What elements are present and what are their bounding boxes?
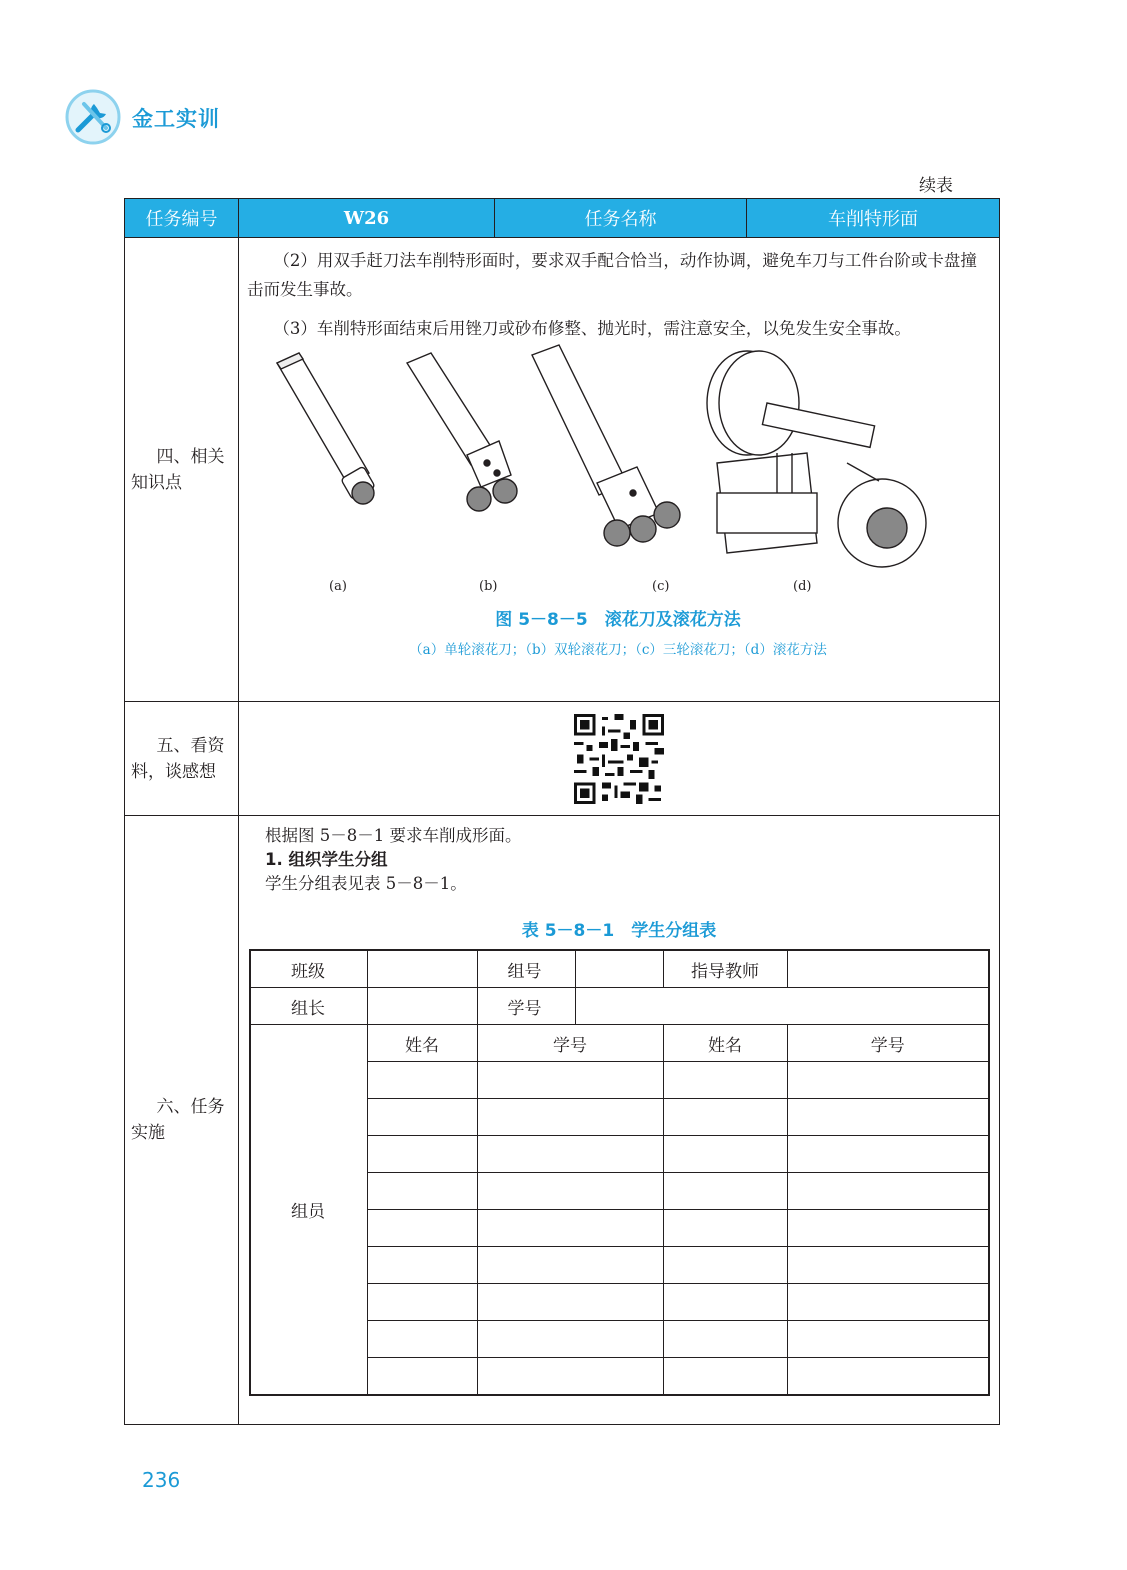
leader-value[interactable] xyxy=(367,988,477,1025)
member-cell[interactable] xyxy=(367,1099,477,1136)
member-cell[interactable] xyxy=(663,1284,787,1321)
member-cell[interactable] xyxy=(477,1173,663,1210)
label-line: 知识点 xyxy=(131,472,182,493)
member-cell[interactable] xyxy=(663,1173,787,1210)
member-cell[interactable] xyxy=(663,1136,787,1173)
teacher-value[interactable] xyxy=(787,950,989,988)
label-line: 六、任务 xyxy=(156,1097,225,1117)
qr-code[interactable] xyxy=(574,714,664,804)
member-cell[interactable] xyxy=(477,1284,663,1321)
member-cell[interactable] xyxy=(367,1321,477,1358)
figure-sublabel-d: (d) xyxy=(793,579,812,594)
group-number-label: 组号 xyxy=(477,950,575,988)
section-implementation-content xyxy=(239,816,1000,1425)
group-row-class xyxy=(250,950,989,988)
figure-sublabel-b: (b) xyxy=(479,579,498,594)
header-task-id-label: 任务编号 xyxy=(125,199,239,238)
section-knowledge-content xyxy=(239,238,1000,702)
group-table-caption: 表 5－8－1 学生分组表 xyxy=(521,921,717,941)
section-knowledge-row xyxy=(125,238,1000,702)
triple-wheel-knurl-tool xyxy=(532,345,680,546)
task-heading-text: 1. 组织学生分组 xyxy=(265,850,388,869)
member-name-header: 姓名 xyxy=(367,1025,477,1062)
member-cell[interactable] xyxy=(477,1099,663,1136)
member-cell[interactable] xyxy=(663,1210,787,1247)
member-cell[interactable] xyxy=(367,1173,477,1210)
task-intro: 根据图 5－8－1 要求车削成形面。 xyxy=(265,826,522,845)
table-header-row xyxy=(125,199,1000,238)
figure-sublabel-c: (c) xyxy=(652,579,670,594)
member-cell[interactable] xyxy=(477,1210,663,1247)
member-cell[interactable] xyxy=(663,1247,787,1284)
member-cell[interactable] xyxy=(367,1358,477,1396)
knowledge-paragraph: （2）用双手赶刀法车削特形面时，要求双手配合恰当，动作协调，避免车刀与工件台阶或卡盘撞击而发生事故。 xyxy=(247,251,977,299)
leader-id-label: 学号 xyxy=(477,988,575,1025)
section-knowledge-label xyxy=(125,238,239,702)
member-cell[interactable] xyxy=(787,1173,989,1210)
member-cell[interactable] xyxy=(787,1210,989,1247)
member-cell[interactable] xyxy=(787,1136,989,1173)
member-cell[interactable] xyxy=(787,1358,989,1396)
leader-label: 组长 xyxy=(250,988,367,1025)
figure-sublabel-a: (a) xyxy=(329,579,347,594)
page-number: 236 xyxy=(142,1468,181,1492)
label-line: 实施 xyxy=(131,1123,165,1143)
member-cell[interactable] xyxy=(477,1247,663,1284)
class-value[interactable] xyxy=(367,950,477,988)
member-header-row xyxy=(250,1025,989,1062)
figure-caption: 图 5－8－5 滚花刀及滚花方法 xyxy=(495,610,741,630)
header-task-name-value: 车削特形面 xyxy=(747,199,1000,238)
student-group-table xyxy=(249,949,990,1396)
group-row-leader xyxy=(250,988,989,1025)
group-number-value[interactable] xyxy=(575,950,663,988)
member-cell[interactable] xyxy=(367,1284,477,1321)
teacher-label: 指导教师 xyxy=(663,950,787,988)
member-cell[interactable] xyxy=(477,1358,663,1396)
member-cell[interactable] xyxy=(787,1099,989,1136)
member-cell[interactable] xyxy=(367,1136,477,1173)
header-task-id-value: W26 xyxy=(239,199,495,238)
member-cell[interactable] xyxy=(477,1321,663,1358)
member-cell[interactable] xyxy=(787,1247,989,1284)
header-task-name-label: 任务名称 xyxy=(495,199,747,238)
knurling-tools-illustration xyxy=(247,343,987,603)
knowledge-paragraph: （3）车削特形面结束后用锉刀或砂布修整、抛光时，需注意安全，以免发生安全事故。 xyxy=(273,319,911,338)
section-implementation-row xyxy=(125,816,1000,1425)
knurling-method-illustration xyxy=(707,351,926,567)
member-id-header: 学号 xyxy=(787,1025,989,1062)
leader-id-value[interactable] xyxy=(575,988,989,1025)
task-table xyxy=(124,198,1000,1425)
member-cell[interactable] xyxy=(367,1062,477,1099)
member-cell[interactable] xyxy=(787,1321,989,1358)
section-reading-label xyxy=(125,702,239,816)
member-cell[interactable] xyxy=(787,1284,989,1321)
wrench-logo-icon xyxy=(64,88,122,146)
task-text: 学生分组表见表 5－8－1。 xyxy=(265,874,467,893)
member-cell[interactable] xyxy=(367,1247,477,1284)
member-cell[interactable] xyxy=(477,1062,663,1099)
member-cell[interactable] xyxy=(663,1099,787,1136)
label-line: 四、相关 xyxy=(156,446,225,467)
member-cell[interactable] xyxy=(477,1136,663,1173)
member-cell[interactable] xyxy=(663,1358,787,1396)
continued-label: 续表 xyxy=(919,176,953,196)
member-cell[interactable] xyxy=(663,1062,787,1099)
figure-sub-caption: （a）单轮滚花刀；（b）双轮滚花刀；（c）三轮滚花刀；（d）滚花方法 xyxy=(409,642,827,658)
member-name-header: 姓名 xyxy=(663,1025,787,1062)
single-wheel-knurl-tool xyxy=(277,353,375,504)
task-heading xyxy=(265,848,999,872)
label-line: 五、看资 xyxy=(156,735,225,756)
double-wheel-knurl-tool xyxy=(407,353,517,511)
knurling-figure xyxy=(247,343,989,603)
section-reading-content xyxy=(239,702,1000,816)
label-line: 料，谈感想 xyxy=(131,761,216,782)
members-label: 组员 xyxy=(250,1025,367,1396)
class-label: 班级 xyxy=(250,950,367,988)
section-reading-row xyxy=(125,702,1000,816)
member-id-header: 学号 xyxy=(477,1025,663,1062)
member-cell[interactable] xyxy=(787,1062,989,1099)
book-title: 金工实训 xyxy=(132,107,220,131)
member-cell[interactable] xyxy=(663,1321,787,1358)
member-cell[interactable] xyxy=(367,1210,477,1247)
section-implementation-label xyxy=(125,816,239,1425)
